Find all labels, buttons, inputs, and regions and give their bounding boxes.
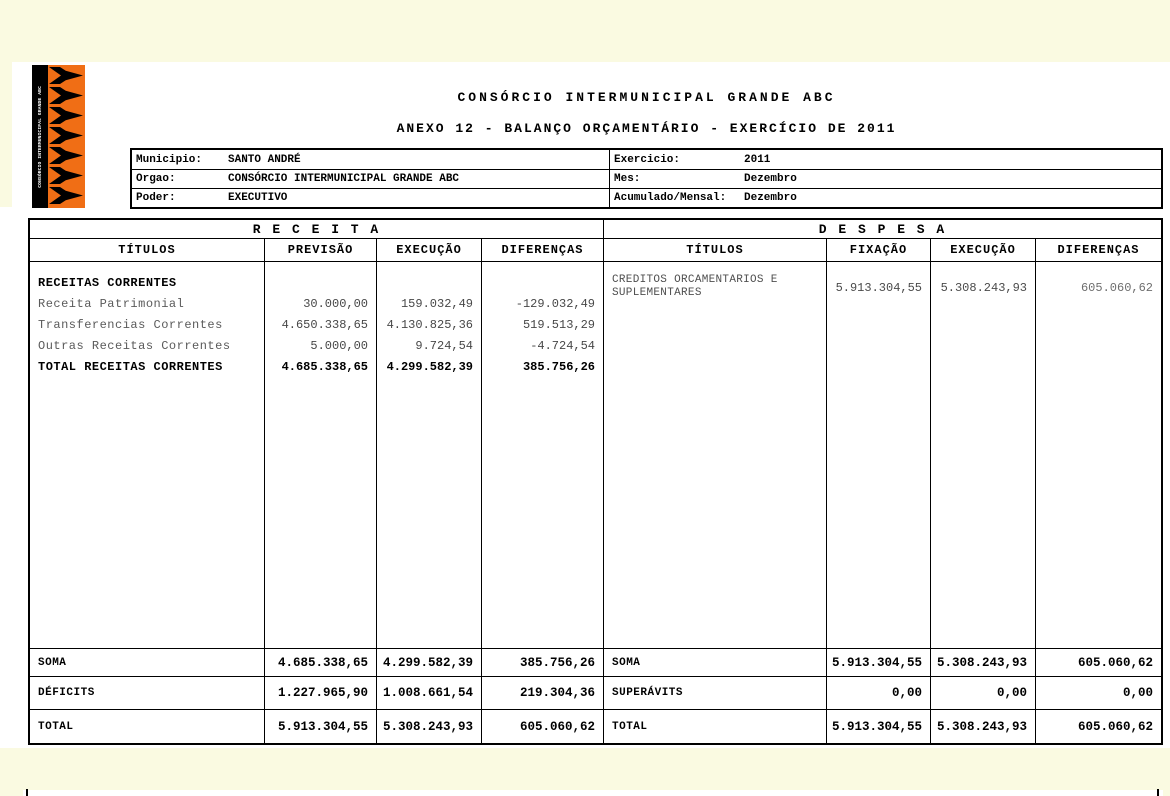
logo-arrows-icon: [48, 65, 85, 208]
receita-body-execucao: [377, 262, 482, 649]
receita-value: 4.299.582,39: [386, 360, 473, 374]
report-title: CONSÓRCIO INTERMUNICIPAL GRANDE ABC: [457, 90, 836, 105]
despesa-value: 605.060,62: [1080, 281, 1153, 295]
receita-soma-execucao: 4.299.582,39: [377, 649, 482, 677]
receita-body-diferencas: [482, 262, 604, 649]
receita-soma-previsao: 4.685.338,65: [265, 649, 377, 677]
receita-col-previsao: PREVISÃO: [265, 239, 377, 262]
despesa-superavits-fixacao: 0,00: [827, 677, 931, 710]
header-info-table: [130, 148, 1163, 209]
info-row-3: [132, 188, 1161, 207]
receita-value: [377, 273, 481, 294]
receita-value: 9.724,54: [415, 339, 473, 353]
exercicio-cell: [610, 150, 1161, 169]
despesa-total-fixacao: 5.913.304,55: [827, 710, 931, 743]
poder-label: Poder:: [136, 192, 176, 204]
receita-deficits-execucao: 1.008.661,54: [377, 677, 482, 710]
receita-value: [265, 273, 376, 294]
info-row-1: [132, 150, 1161, 169]
despesa-col-fixacao: FIXAÇÃO: [827, 239, 931, 262]
receita-row-label: Transferencias Correntes: [38, 318, 223, 332]
despesa-body-diferencas: [1036, 262, 1161, 649]
receita-total-diferencas: 605.060,62: [482, 710, 604, 743]
logo-arrows-panel: [48, 65, 85, 208]
despesa-section-header: D E S P E S A: [604, 220, 1161, 239]
despesa-col-diferencas: DIFERENÇAS: [1036, 239, 1161, 262]
acumulado-cell: [610, 189, 1161, 207]
orgao-value: CONSÓRCIO INTERMUNICIPAL GRANDE ABC: [228, 173, 460, 185]
receita-value: 4.685.338,65: [281, 360, 368, 374]
receita-row-label: Receita Patrimonial: [38, 297, 185, 311]
receita-value: 30.000,00: [303, 297, 368, 311]
receita-row-label: TOTAL RECEITAS CORRENTES: [38, 360, 223, 374]
despesa-soma-fixacao: 5.913.304,55: [827, 649, 931, 677]
poder-value: EXECUTIVO: [228, 192, 288, 204]
despesa-row-label: CREDITOS ORCAMENTARIOS E SUPLEMENTARES: [612, 274, 778, 299]
orgao-cell: [132, 170, 610, 188]
despesa-value: 5.308.243,93: [940, 281, 1027, 295]
mes-cell: [610, 170, 1161, 188]
consorcio-logo: [32, 65, 85, 208]
municipio-label: Municipio:: [136, 153, 203, 166]
page-break-mark-left: [26, 789, 28, 796]
despesa-body-fixacao: [827, 262, 931, 649]
despesa-superavits-label: SUPERÁVITS: [604, 677, 827, 710]
logo-vertical-band: [32, 65, 48, 208]
receita-value: 5.000,00: [310, 339, 368, 353]
receita-total-execucao: 5.308.243,93: [377, 710, 482, 743]
receita-value: [482, 273, 603, 294]
receita-soma-diferencas: 385.756,26: [482, 649, 604, 677]
receita-value: 385.756,26: [522, 360, 595, 374]
report-subtitle: ANEXO 12 - BALANÇO ORÇAMENTÁRIO - EXERCÍCIO DE 2011: [396, 121, 897, 136]
receita-section-header: R E C E I T A: [30, 220, 604, 239]
despesa-col-titulos: TÍTULOS: [604, 239, 827, 262]
despesa-soma-diferencas: 605.060,62: [1036, 649, 1161, 677]
receita-deficits-previsao: 1.227.965,90: [265, 677, 377, 710]
balanco-orcamentario-table: [28, 218, 1163, 745]
despesa-soma-execucao: 5.308.243,93: [931, 649, 1036, 677]
despesa-value: 5.913.304,55: [835, 281, 922, 295]
mes-value: Dezembro: [744, 173, 797, 185]
despesa-superavits-execucao: 0,00: [931, 677, 1036, 710]
despesa-total-label: TOTAL: [604, 710, 827, 743]
receita-body-previsao: [265, 262, 377, 649]
poder-cell: [132, 189, 610, 207]
municipio-value: SANTO ANDRÉ: [228, 153, 301, 166]
receita-value: 159.032,49: [400, 297, 473, 311]
despesa-soma-label: SOMA: [604, 649, 827, 677]
receita-value: 4.130.825,36: [386, 318, 473, 332]
receita-row-label: RECEITAS CORRENTES: [38, 276, 177, 290]
receita-col-execucao: EXECUÇÃO: [377, 239, 482, 262]
next-page-strip: [23, 790, 1163, 796]
acumulado-label: Acumulado/Mensal:: [614, 192, 727, 204]
mes-label: Mes:: [614, 173, 641, 185]
despesa-total-execucao: 5.308.243,93: [931, 710, 1036, 743]
receita-deficits-label: DÉFICITS: [30, 677, 265, 710]
despesa-total-diferencas: 605.060,62: [1077, 719, 1153, 734]
receita-col-titulos: TÍTULOS: [30, 239, 265, 262]
despesa-col-execucao: EXECUÇÃO: [931, 239, 1036, 262]
exercicio-value: 2011: [744, 153, 771, 166]
receita-value: -129.032,49: [515, 297, 595, 311]
logo-vertical-text: CONSÓRCIO INTERMUNICIPAL GRANDE ABC: [37, 85, 43, 188]
despesa-superavits-diferencas: 0,00: [1036, 677, 1161, 710]
receita-col-diferencas: DIFERENÇAS: [482, 239, 604, 262]
receita-value: -4.724,54: [530, 339, 595, 353]
receita-total-previsao: 5.913.304,55: [265, 710, 377, 743]
receita-soma-label: SOMA: [30, 649, 265, 677]
receita-body-titulos: [30, 262, 265, 649]
receita-total-label: TOTAL: [30, 710, 265, 743]
acumulado-value: Dezembro: [744, 192, 797, 204]
exercicio-label: Exercicio:: [614, 153, 681, 166]
despesa-body-titulos: [604, 262, 827, 649]
receita-row-label: Outras Receitas Correntes: [38, 339, 231, 353]
page-break-mark-right: [1157, 789, 1159, 796]
receita-value: 519.513,29: [522, 318, 595, 332]
orgao-label: Orgao:: [136, 173, 176, 185]
info-row-2: [132, 169, 1161, 188]
despesa-body-execucao: [931, 262, 1036, 649]
municipio-cell: [132, 150, 610, 169]
receita-value: 4.650.338,65: [281, 318, 368, 332]
receita-deficits-diferencas: 219.304,36: [482, 677, 604, 710]
